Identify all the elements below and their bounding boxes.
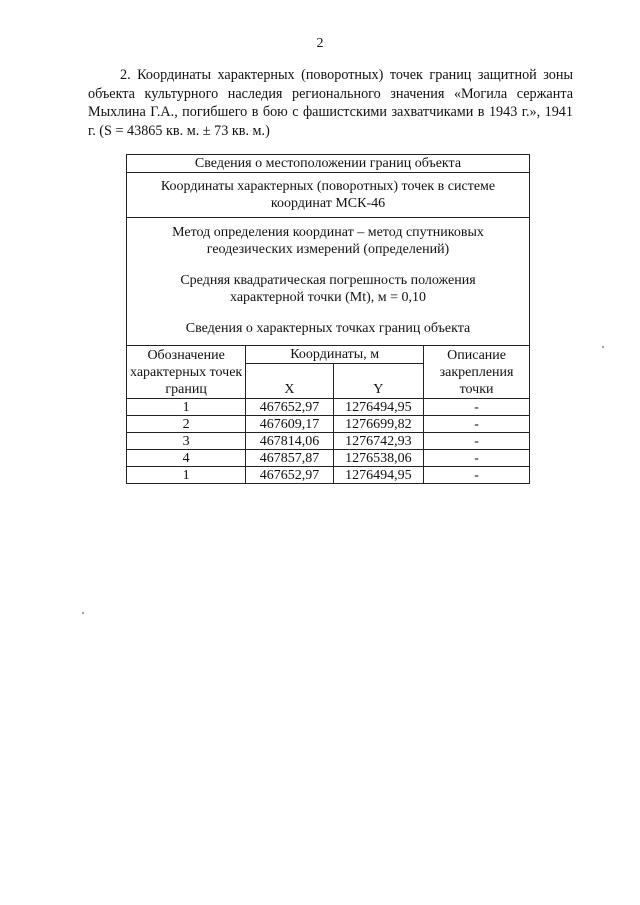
x-value: 467814,06 bbox=[246, 433, 333, 450]
coordinate-system-row bbox=[127, 173, 530, 218]
table-title: Сведения о местоположении границ объекта bbox=[127, 155, 530, 173]
method-text: Метод определения координат – метод спутниковых геодезических измерений (определений) bbox=[172, 225, 484, 257]
point-id: 1 bbox=[127, 399, 246, 416]
intro-paragraph: 2. Координаты характерных (поворотных) точек границ защитной зоны объекта культурного наследия регионального значения «Могила сержанта Мыхлина Г.А., погибшего в бою с фашистскими захватчиками в 1943 г.», 1941 г. (S = 43865 кв. м. ± 73 кв. м.) bbox=[88, 67, 573, 139]
method-cell bbox=[127, 218, 530, 346]
point-description: - bbox=[424, 433, 530, 450]
x-header: X bbox=[246, 364, 333, 399]
coordinate-system-label: Координаты характерных (поворотных) точек в системе координат МСК-46 bbox=[127, 173, 530, 218]
y-value: 1276742,93 bbox=[333, 433, 423, 450]
point-description: - bbox=[424, 450, 530, 467]
points-info-text: Сведения о характерных точках границ объекта bbox=[185, 321, 471, 336]
point-description: - bbox=[424, 399, 530, 416]
boundary-coordinates-table bbox=[126, 154, 530, 484]
table-row bbox=[127, 450, 530, 467]
table-row bbox=[127, 416, 530, 433]
point-id: 2 bbox=[127, 416, 246, 433]
scan-speck bbox=[602, 346, 604, 348]
column-header-row bbox=[127, 346, 530, 364]
coordinates-header: Координаты, м bbox=[246, 346, 424, 364]
accuracy-text: Средняя квадратическая погрешность положения характерной точки (Mt), м = 0,10 bbox=[180, 273, 476, 305]
table-row bbox=[127, 467, 530, 484]
designation-header: Обозначение характерных точек границ bbox=[127, 346, 246, 399]
y-value: 1276494,95 bbox=[333, 399, 423, 416]
table-title-row bbox=[127, 155, 530, 173]
page-number: 2 bbox=[316, 36, 324, 51]
x-value: 467652,97 bbox=[246, 467, 333, 484]
table-row bbox=[127, 399, 530, 416]
y-value: 1276699,82 bbox=[333, 416, 423, 433]
point-description: - bbox=[424, 467, 530, 484]
point-id: 1 bbox=[127, 467, 246, 484]
x-value: 467857,87 bbox=[246, 450, 333, 467]
method-row bbox=[127, 218, 530, 346]
scan-speck bbox=[82, 612, 84, 614]
table-row bbox=[127, 433, 530, 450]
point-id: 3 bbox=[127, 433, 246, 450]
y-header: Y bbox=[333, 364, 423, 399]
x-value: 467609,17 bbox=[246, 416, 333, 433]
x-value: 467652,97 bbox=[246, 399, 333, 416]
point-id: 4 bbox=[127, 450, 246, 467]
description-header: Описание закрепления точки bbox=[424, 346, 530, 399]
y-value: 1276538,06 bbox=[333, 450, 423, 467]
y-value: 1276494,95 bbox=[333, 467, 423, 484]
point-description: - bbox=[424, 416, 530, 433]
